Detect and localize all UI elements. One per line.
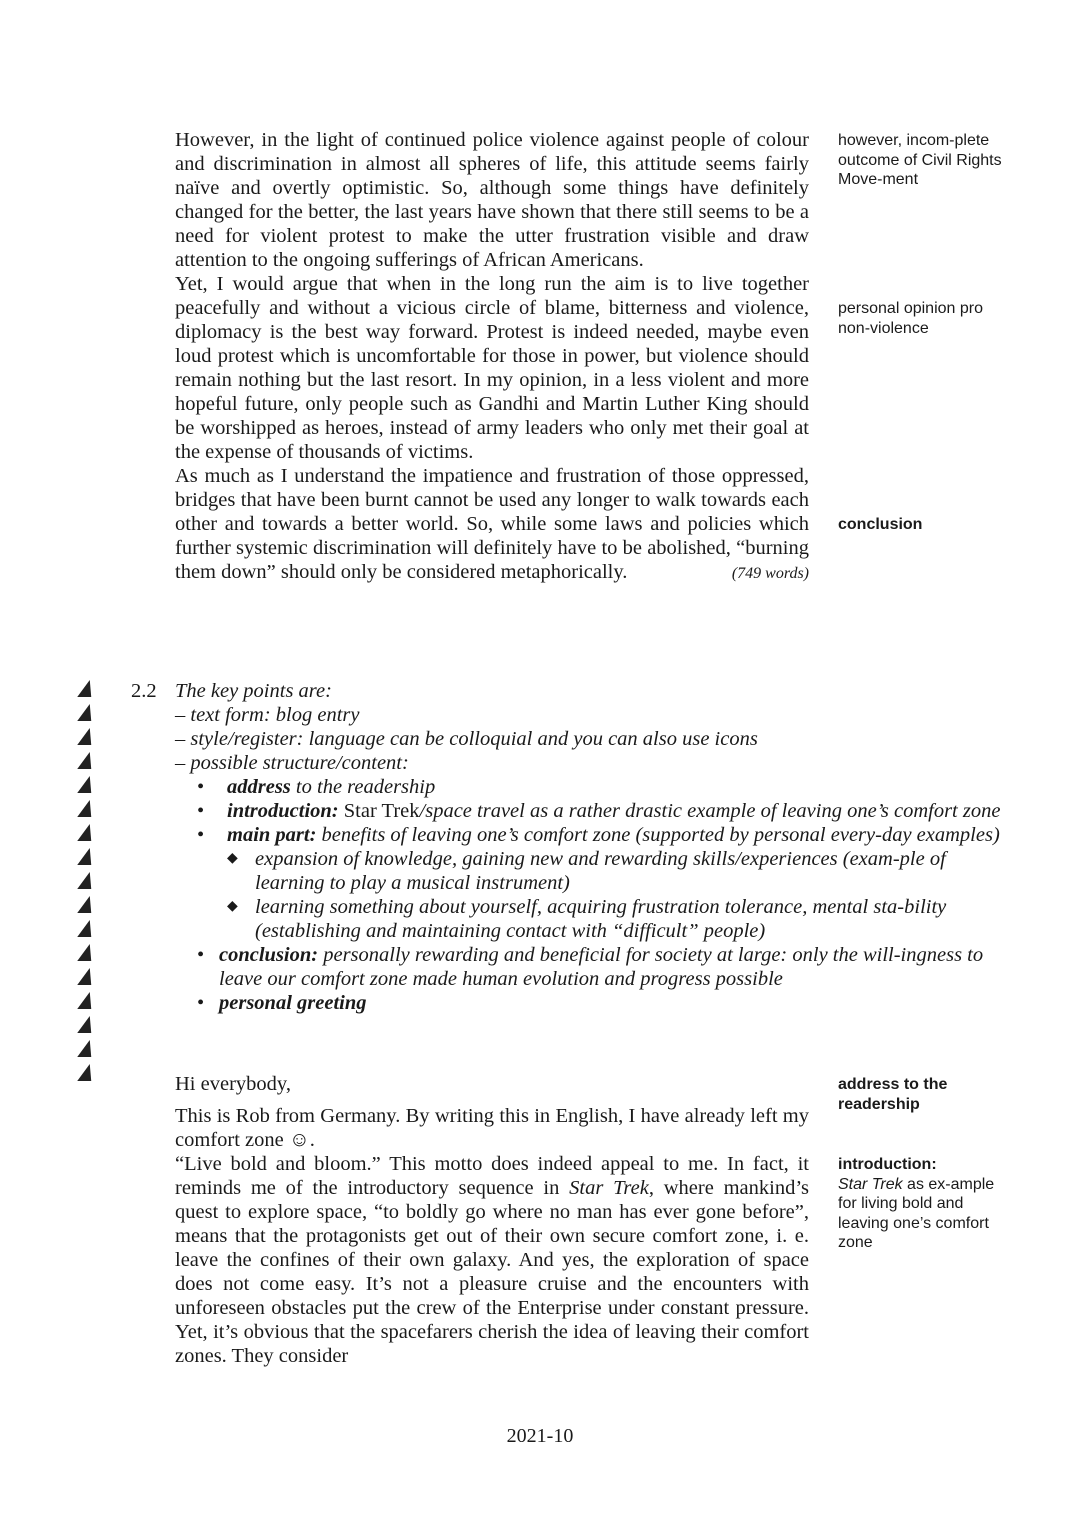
margin-note-text: however, incom-plete outcome of Civil Rights Move-ment (838, 132, 1002, 188)
margin-marks (80, 680, 94, 1088)
structure-subitem: ◆ learning something about yourself, acquiring frustration tolerance, mental sta-bility (establishing and maintaining contact with “difficult” people) (227, 896, 947, 942)
margin-note-bold: introduction: (838, 1156, 937, 1173)
task-intro: The key points are: (175, 680, 332, 702)
task-number: 2.2 (131, 680, 157, 702)
essay-paragraph-1: However, in the light of continued police violence against people of colour and discrimination in almost all spheres of life, this attitude seems fairly naïve and overtly optimistic. So, although some things have definitely changed for the better, the last years have shown that there still seems to be a need for violent protest to make the utter frustration visible and draw attention to the ongoing sufferings of African Americans. (175, 129, 809, 271)
margin-note-introduction: introduction: Star Trek as ex-ample for living bold and leaving one’s comfort zone (838, 1155, 1008, 1253)
blog-paragraph-2: “Live bold and bloom.” This motto does indeed appeal to me. In fact, it reminds me of the introductory sequence in Star Trek, where mankind’s quest to explore space, “to boldly go where no man has ever gone before”, means that the protagonists get out of their own secure comfort zone, i. e. leave the confines of their own galaxy. And yes, the exploration of space does not come easy. It’s not a pleasure cruise and the encounters with unforeseen obstacles put the crew of the Enterprise under constant pressure. Yet, it’s obvious that the spacefarers cherish the idea of leaving their comfort zones. They consider (175, 1153, 810, 1367)
key-point: – text form: blog entry (175, 704, 360, 726)
margin-note-address (838, 1075, 1008, 1114)
task-2-2 (131, 679, 1011, 1015)
structure-item-introduction: • introduction: Star Trek/space travel as a rather drastic example of leaving one’s comfort zone (197, 800, 1001, 822)
key-point: – style/register: language can be colloquial and you can also use icons (175, 728, 758, 750)
word-count: (749 words) (731, 565, 809, 582)
structure-item-address: • address to the readership (197, 776, 436, 798)
margin-note-conclusion (838, 515, 1008, 535)
blog-text (175, 1072, 809, 1368)
essay-text (175, 128, 809, 586)
structure-item-conclusion: • conclusion: personally rewarding and beneficial for society at large: only the will-ingness to leave our comfort zone made human evolution and progress possible (197, 944, 984, 990)
blog-paragraph-1: This is Rob from Germany. By writing this in English, I have already left my comfort zone ☺. (175, 1105, 809, 1151)
structure-item-greeting: • personal greeting (197, 992, 367, 1014)
essay-paragraph-3: As much as I understand the impatience and frustration of those oppressed, bridges that have been burnt cannot be used any longer to walk towards each other and towards a better world. So, while some laws and policies which further systemic discrimination will definitely have to be abolished, “burning them down” should only be considered metaphorically. (175, 465, 809, 583)
margin-note-text: personal opinion pro non-violence (838, 300, 983, 337)
structure-item-main-part: • main part: benefits of leaving one’s comfort zone (supported by personal every-day examples) (197, 824, 1000, 846)
margin-note-bold: address to the readership (838, 1076, 948, 1113)
margin-note-opinion (838, 299, 1008, 338)
margin-note-bold: conclusion (838, 516, 923, 533)
key-point: – possible structure/content: (175, 752, 409, 774)
essay-paragraph-2: Yet, I would argue that when in the long run the aim is to live together peacefully and without a vicious circle of blame, bitterness and violence, diplomacy is the best way forward. Protest is indeed needed, maybe even loud protest which is uncomfortable for those in power, but violence should remain nothing but the last resort. In my opinion, in a less violent and more hopeful future, only people such as Gandhi and Martin Luther King should be worshipped as heroes, instead of army leaders who only met their goal at the expense of thousands of victims. (175, 273, 809, 463)
structure-subitem: ◆ expansion of knowledge, gaining new and rewarding skills/experiences (exam-ple of learning to play a musical instrument) (227, 848, 946, 894)
margin-note-outcome (838, 131, 1008, 190)
page-footer: 2021-10 (506, 1425, 574, 1447)
blog-greeting: Hi everybody, (175, 1073, 291, 1095)
